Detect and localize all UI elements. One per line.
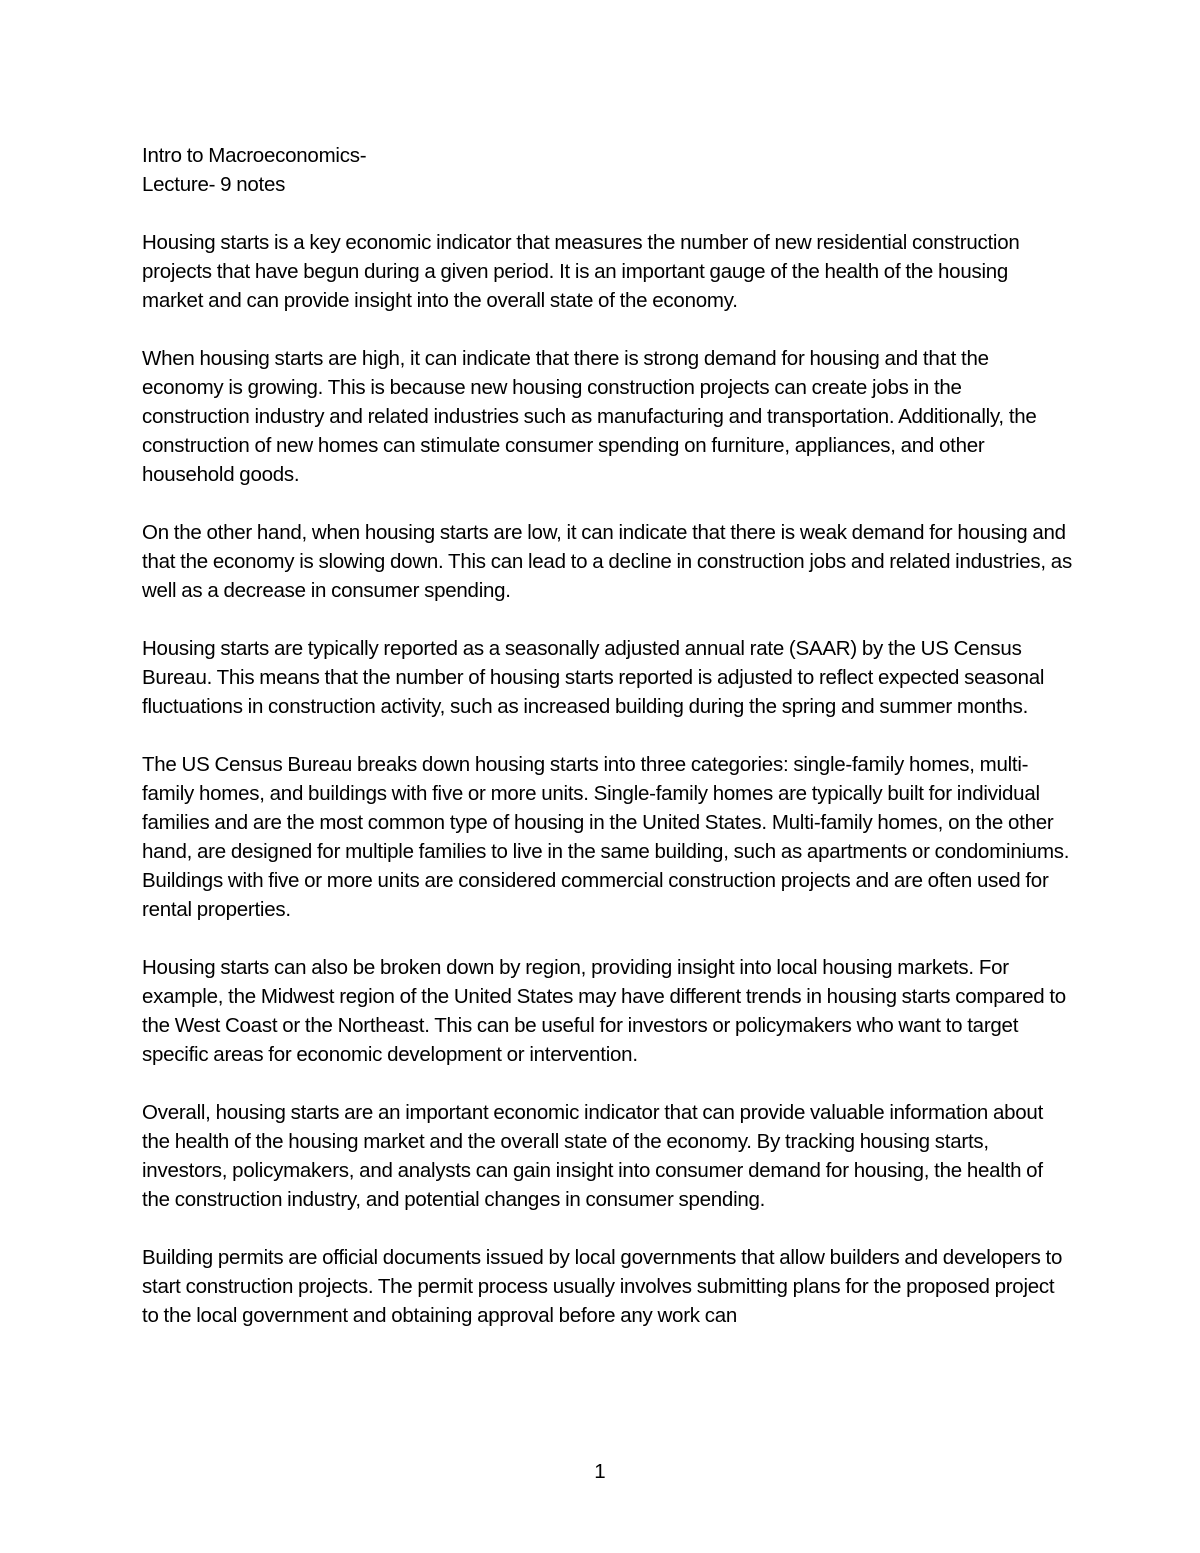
course-title: Intro to Macroeconomics- — [142, 144, 367, 167]
paragraph-low-housing-starts: On the other hand, when housing starts are low, it can indicate that there is weak demand for housing and that the economy is slowing down. This can lead to a decline in construction jobs and related industries, as well as a decrease in consumer spending. — [142, 521, 1072, 602]
lecture-subtitle: Lecture- 9 notes — [142, 173, 286, 196]
paragraph-housing-starts-definition: Housing starts is a key economic indicator that measures the number of new residential construction projects that have begun during a given period. It is an important gauge of the health of the housing market and can provide insight into the overall state of the economy. — [142, 231, 1020, 312]
paragraph-building-permits: Building permits are official documents issued by local governments that allow builders and developers to start construction projects. The permit process usually involves submitting plans for the proposed project to the local government and obtaining approval before any work can — [142, 1246, 1063, 1327]
paragraph-regional-breakdown: Housing starts can also be broken down by region, providing insight into local housing markets. For example, the Midwest region of the United States may have different trends in housing starts compared to the West Coast or the Northeast. This can be useful for investors or policymakers who want to target specific areas for economic development or intervention. — [142, 956, 1066, 1066]
paragraph-high-housing-starts: When housing starts are high, it can indicate that there is strong demand for housing and that the economy is growing. This is because new housing construction projects can create jobs in the construction industry and related industries such as manufacturing and transportation. Additionally, the construction of new homes can stimulate consumer spending on furniture, appliances, and other household goods. — [142, 347, 1037, 486]
paragraph-overall-summary: Overall, housing starts are an important economic indicator that can provide valuable information about the health of the housing market and the overall state of the economy. By tracking housing starts, investors, policymakers, and analysts can gain insight into consumer demand for housing, the health of the construction industry, and potential changes in consumer spending. — [142, 1101, 1044, 1211]
paragraph-saar-reporting: Housing starts are typically reported as a seasonally adjusted annual rate (SAAR) by the US Census Bureau. This means that the number of housing starts reported is adjusted to reflect expected seasonal fluctuations in construction activity, such as increased building during the spring and summer months. — [142, 637, 1045, 718]
document-body — [142, 141, 1072, 1330]
paragraph-housing-categories: The US Census Bureau breaks down housing starts into three categories: single-family homes, multi-family homes, and buildings with five or more units. Single-family homes are typically built for individual families and are the most common type of housing in the United States. Multi-family homes, on the other hand, are designed for multiple families to live in the same building, such as apartments or condominiums. Buildings with five or more units are considered commercial construction projects and are often used for rental properties. — [142, 753, 1070, 921]
page-number: 1 — [594, 1460, 606, 1483]
